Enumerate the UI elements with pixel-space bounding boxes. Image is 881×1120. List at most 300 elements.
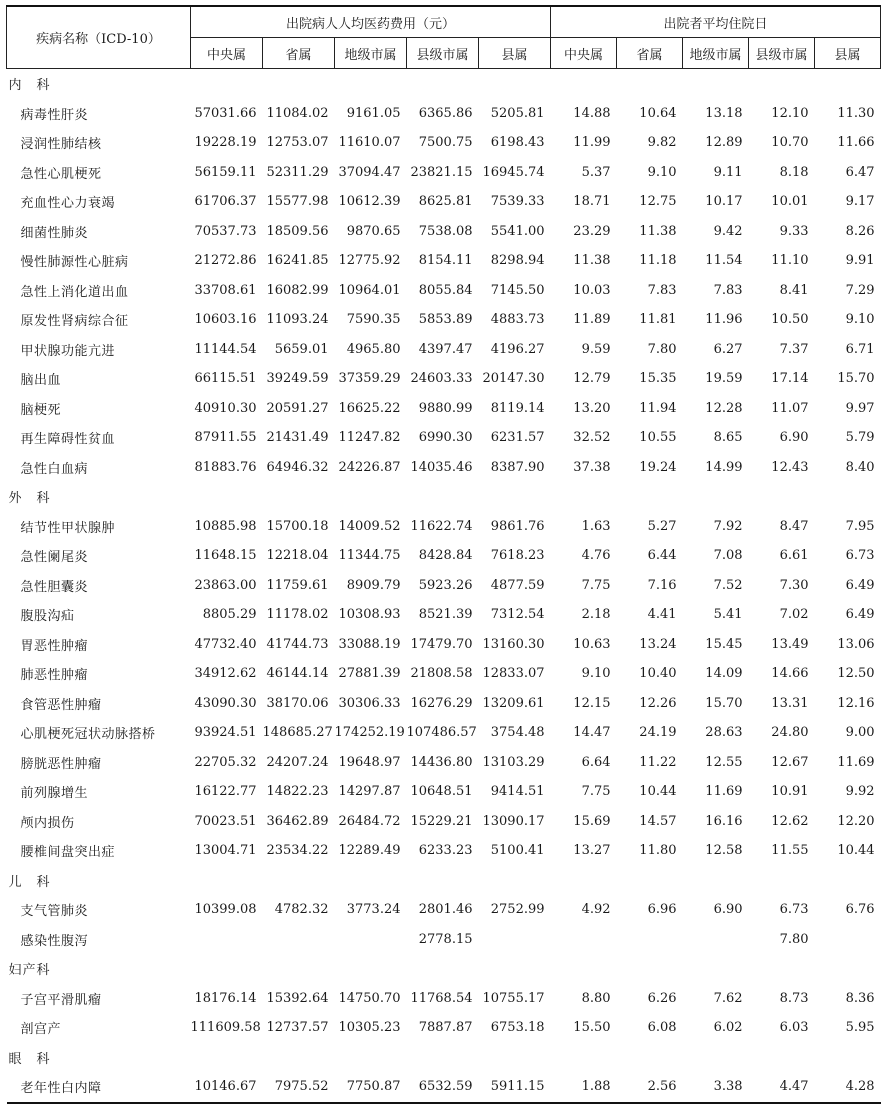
empty-cell — [263, 954, 335, 984]
empty-cell — [551, 954, 617, 984]
header-cost-prefecture: 地级市属 — [335, 38, 407, 69]
cost-cell: 81883.76 — [194, 459, 257, 475]
days-cell — [617, 925, 683, 955]
days-cell: 13.24 — [639, 636, 677, 652]
days-cell: 7.08 — [713, 548, 743, 564]
disease-name: 原发性肾病综合征 — [20, 314, 129, 330]
cost-cell: 34912.62 — [194, 666, 257, 682]
empty-cell — [191, 482, 263, 512]
days-cell: 6.76 — [845, 902, 875, 918]
days-cell: 12.20 — [837, 813, 875, 829]
cost-cell: 27881.39 — [338, 666, 401, 682]
cost-cell: 7312.54 — [490, 607, 545, 623]
days-cell: 9.10 — [581, 666, 611, 682]
days-cell: 17.14 — [771, 371, 809, 387]
disease-name: 甲状腺功能亢进 — [20, 343, 116, 359]
header-cost-province: 省属 — [263, 38, 335, 69]
empty-cell — [683, 954, 749, 984]
cost-cell: 11768.54 — [410, 990, 473, 1006]
days-cell: 11.54 — [705, 253, 743, 269]
cost-cell — [263, 925, 335, 955]
header-days-county-city: 县级市属 — [749, 38, 815, 69]
empty-cell — [815, 866, 881, 896]
table-row — [7, 1013, 881, 1043]
cost-cell: 8055.84 — [418, 282, 473, 298]
days-cell: 5.41 — [713, 607, 743, 623]
empty-cell — [683, 482, 749, 512]
days-cell: 10.64 — [639, 105, 677, 121]
table-row — [7, 305, 881, 335]
cost-cell: 11084.02 — [266, 105, 329, 121]
days-cell: 10.40 — [639, 666, 677, 682]
empty-cell — [407, 69, 479, 99]
days-cell: 11.38 — [639, 223, 677, 239]
days-cell: 7.16 — [647, 577, 677, 593]
table-row — [7, 659, 881, 689]
cost-cell: 8521.39 — [418, 607, 473, 623]
table-body — [7, 69, 881, 1103]
disease-name: 食管恶性肿瘤 — [20, 697, 102, 713]
empty-cell — [335, 954, 407, 984]
cost-cell: 30306.33 — [338, 695, 401, 711]
days-cell: 7.80 — [647, 341, 677, 357]
empty-cell — [479, 866, 551, 896]
days-cell: 6.03 — [779, 1020, 809, 1036]
empty-cell — [815, 482, 881, 512]
cost-cell: 148685.27 — [262, 725, 333, 741]
cost-cell: 8119.14 — [490, 400, 545, 416]
days-cell: 10.44 — [639, 784, 677, 800]
cost-cell: 3754.48 — [490, 725, 545, 741]
cost-cell: 37094.47 — [338, 164, 401, 180]
table-row — [7, 1072, 881, 1103]
header-days-central: 中央属 — [551, 38, 617, 69]
days-cell: 13.18 — [705, 105, 743, 121]
days-cell: 12.50 — [837, 666, 875, 682]
disease-name: 前列腺增生 — [20, 786, 89, 802]
cost-cell: 17479.70 — [410, 636, 473, 652]
cost-cell: 10305.23 — [338, 1020, 401, 1036]
days-cell: 7.62 — [713, 990, 743, 1006]
days-cell: 12.89 — [705, 135, 743, 151]
days-cell: 15.69 — [573, 813, 611, 829]
days-cell: 11.66 — [837, 135, 875, 151]
table-header — [7, 6, 881, 69]
days-cell: 15.50 — [573, 1020, 611, 1036]
cost-cell: 64946.32 — [266, 459, 329, 475]
empty-cell — [683, 866, 749, 896]
cost-cell: 5541.00 — [490, 223, 545, 239]
disease-name: 胃恶性肿瘤 — [20, 638, 89, 654]
days-cell: 13.20 — [573, 400, 611, 416]
cost-cell: 16625.22 — [338, 400, 401, 416]
days-cell: 4.28 — [815, 1072, 881, 1103]
empty-cell — [683, 1043, 749, 1073]
days-cell: 11.80 — [639, 843, 677, 859]
days-cell: 11.18 — [639, 253, 677, 269]
disease-name: 急性上消化道出血 — [20, 284, 129, 300]
days-cell: 6.71 — [845, 341, 875, 357]
cost-cell: 24226.87 — [338, 459, 401, 475]
cost-cell: 13209.61 — [482, 695, 545, 711]
days-cell: 11.07 — [771, 400, 809, 416]
cost-cell: 4782.32 — [274, 902, 329, 918]
disease-name: 结节性甲状腺肿 — [20, 520, 116, 536]
days-cell: 12.75 — [639, 194, 677, 210]
days-cell: 8.73 — [779, 990, 809, 1006]
table-row — [7, 453, 881, 483]
cost-cell: 14035.46 — [410, 459, 473, 475]
cost-cell: 87911.55 — [194, 430, 257, 446]
cost-cell: 33708.61 — [194, 282, 257, 298]
disease-name: 脑梗死 — [20, 402, 62, 418]
empty-cell — [749, 1043, 815, 1073]
cost-cell: 111609.58 — [190, 1020, 261, 1036]
days-cell: 7.30 — [779, 577, 809, 593]
cost-cell: 10603.16 — [194, 312, 257, 328]
cost-cell: 10612.39 — [338, 194, 401, 210]
empty-cell — [479, 482, 551, 512]
table-row — [7, 217, 881, 247]
cost-cell: 10755.17 — [482, 990, 545, 1006]
days-cell: 10.01 — [771, 194, 809, 210]
header-cost-county-city: 县级市属 — [407, 38, 479, 69]
cost-cell — [479, 925, 551, 955]
disease-name: 再生障碍性贫血 — [20, 432, 116, 448]
cost-cell: 4877.59 — [490, 577, 545, 593]
table-row — [7, 128, 881, 158]
days-cell: 7.80 — [779, 931, 809, 947]
days-cell: 4.92 — [581, 902, 611, 918]
cost-cell: 36462.89 — [266, 813, 329, 829]
cost-cell: 5853.89 — [418, 312, 473, 328]
cost-cell: 7538.08 — [418, 223, 473, 239]
cost-cell: 6753.18 — [490, 1020, 545, 1036]
cost-cell: 47732.40 — [194, 636, 257, 652]
cost-cell: 7750.87 — [335, 1072, 407, 1103]
days-cell: 6.73 — [845, 548, 875, 564]
days-cell: 7.02 — [779, 607, 809, 623]
days-cell: 9.11 — [713, 164, 743, 180]
disease-name: 慢性肺源性心脏病 — [20, 255, 129, 271]
header-cost-group: 出院病人人均医药费用（元） — [191, 6, 551, 38]
table-row — [7, 895, 881, 925]
cost-cell: 11610.07 — [338, 135, 401, 151]
days-cell: 12.55 — [705, 754, 743, 770]
days-cell: 2.56 — [617, 1072, 683, 1103]
empty-cell — [335, 69, 407, 99]
days-cell: 8.36 — [845, 990, 875, 1006]
days-cell: 14.57 — [639, 813, 677, 829]
cost-cell: 174252.19 — [334, 725, 405, 741]
cost-cell: 37359.29 — [338, 371, 401, 387]
table-row — [7, 777, 881, 807]
table-row — [7, 512, 881, 542]
disease-name: 支气管肺炎 — [20, 904, 89, 920]
days-cell: 4.47 — [749, 1072, 815, 1103]
days-cell: 7.83 — [647, 282, 677, 298]
cost-cell: 21431.49 — [266, 430, 329, 446]
cost-cell: 11178.02 — [266, 607, 329, 623]
empty-cell — [191, 954, 263, 984]
cost-cell: 13090.17 — [482, 813, 545, 829]
table-row — [7, 836, 881, 866]
days-cell: 11.81 — [639, 312, 677, 328]
cost-cell: 12753.07 — [266, 135, 329, 151]
cost-cell: 6231.57 — [490, 430, 545, 446]
days-cell: 10.03 — [573, 282, 611, 298]
days-cell: 9.91 — [845, 253, 875, 269]
cost-cell: 13004.71 — [194, 843, 257, 859]
cost-cell: 21808.58 — [410, 666, 473, 682]
section-title: 眼 科 — [8, 1051, 51, 1067]
cost-cell: 11344.75 — [338, 548, 401, 564]
days-cell: 3.38 — [683, 1072, 749, 1103]
empty-cell — [191, 69, 263, 99]
cost-cell: 12737.57 — [266, 1020, 329, 1036]
section-row — [7, 69, 881, 99]
days-cell: 11.69 — [837, 754, 875, 770]
cost-cell: 16945.74 — [482, 164, 545, 180]
empty-cell — [407, 866, 479, 896]
table-row — [7, 748, 881, 778]
cost-cell: 13160.30 — [482, 636, 545, 652]
days-cell: 12.62 — [771, 813, 809, 829]
days-cell: 2.18 — [581, 607, 611, 623]
cost-cell: 56159.11 — [194, 164, 257, 180]
days-cell — [551, 925, 617, 955]
cost-cell: 52311.29 — [266, 164, 329, 180]
section-row — [7, 866, 881, 896]
days-cell: 7.83 — [713, 282, 743, 298]
cost-cell: 9870.65 — [346, 223, 401, 239]
disease-name: 浸润性肺结核 — [20, 137, 102, 153]
days-cell: 8.18 — [779, 164, 809, 180]
empty-cell — [263, 482, 335, 512]
cost-cell: 66115.51 — [194, 371, 257, 387]
cost-cell: 10399.08 — [194, 902, 257, 918]
cost-cell: 13103.29 — [482, 754, 545, 770]
table-row — [7, 630, 881, 660]
disease-name: 腰椎间盘突出症 — [20, 845, 116, 861]
table-row — [7, 99, 881, 129]
cost-cell: 8625.81 — [418, 194, 473, 210]
table-row — [7, 984, 881, 1014]
section-title: 内 科 — [8, 78, 51, 94]
days-cell: 7.75 — [581, 784, 611, 800]
cost-cell: 15392.64 — [266, 990, 329, 1006]
days-cell: 6.96 — [647, 902, 677, 918]
empty-cell — [815, 1043, 881, 1073]
days-cell: 5.95 — [845, 1020, 875, 1036]
cost-cell: 16122.77 — [194, 784, 257, 800]
empty-cell — [263, 1043, 335, 1073]
days-cell: 6.64 — [581, 754, 611, 770]
cost-cell: 2801.46 — [418, 902, 473, 918]
cost-cell: 14297.87 — [338, 784, 401, 800]
cost-cell: 23534.22 — [266, 843, 329, 859]
section-row — [7, 1043, 881, 1073]
table-row — [7, 600, 881, 630]
disease-name: 脑出血 — [20, 373, 62, 389]
days-cell: 11.38 — [573, 253, 611, 269]
empty-cell — [617, 69, 683, 99]
cost-cell: 16276.29 — [410, 695, 473, 711]
cost-cell: 15229.21 — [410, 813, 473, 829]
days-cell: 4.76 — [581, 548, 611, 564]
days-cell: 7.37 — [779, 341, 809, 357]
cost-cell: 7539.33 — [490, 194, 545, 210]
section-title: 儿 科 — [8, 874, 51, 890]
days-cell: 9.92 — [845, 784, 875, 800]
empty-cell — [335, 482, 407, 512]
cost-cell: 24603.33 — [410, 371, 473, 387]
cost-cell: 24207.24 — [266, 754, 329, 770]
days-cell: 6.49 — [845, 577, 875, 593]
cost-cell: 20591.27 — [266, 400, 329, 416]
cost-cell: 8298.94 — [490, 253, 545, 269]
days-cell: 8.40 — [845, 459, 875, 475]
cost-cell: 2778.15 — [418, 931, 473, 947]
empty-cell — [749, 482, 815, 512]
empty-cell — [335, 866, 407, 896]
disease-name: 心肌梗死冠状动脉搭桥 — [20, 727, 156, 743]
days-cell — [815, 925, 881, 955]
days-cell: 10.70 — [771, 135, 809, 151]
days-cell: 15.35 — [639, 371, 677, 387]
empty-cell — [551, 1043, 617, 1073]
section-title: 外 科 — [8, 491, 51, 507]
header-cost-county: 县属 — [479, 38, 551, 69]
days-cell: 10.91 — [771, 784, 809, 800]
cost-cell: 11759.61 — [266, 577, 329, 593]
days-cell: 6.90 — [713, 902, 743, 918]
cost-cell: 14750.70 — [338, 990, 401, 1006]
cost-cell: 15577.98 — [266, 194, 329, 210]
header-disease-name: 疾病名称（ICD-10） — [7, 6, 191, 69]
days-cell: 19.59 — [705, 371, 743, 387]
cost-cell: 6532.59 — [407, 1072, 479, 1103]
empty-cell — [551, 866, 617, 896]
days-cell: 12.10 — [771, 105, 809, 121]
cost-cell: 6365.86 — [418, 105, 473, 121]
empty-cell — [617, 482, 683, 512]
days-cell: 9.82 — [647, 135, 677, 151]
days-cell: 6.08 — [647, 1020, 677, 1036]
table-row — [7, 689, 881, 719]
days-cell: 24.80 — [771, 725, 809, 741]
cost-cell: 2752.99 — [490, 902, 545, 918]
cost-cell: 16082.99 — [266, 282, 329, 298]
cost-cell: 43090.30 — [194, 695, 257, 711]
days-cell: 13.49 — [771, 636, 809, 652]
table-row — [7, 335, 881, 365]
days-cell: 8.41 — [779, 282, 809, 298]
cost-cell: 21272.86 — [194, 253, 257, 269]
header-days-province: 省属 — [617, 38, 683, 69]
cost-cell: 9861.76 — [490, 518, 545, 534]
days-cell: 6.61 — [779, 548, 809, 564]
cost-cell: 40910.30 — [194, 400, 257, 416]
cost-cell: 26484.72 — [338, 813, 401, 829]
cost-cell: 5100.41 — [490, 843, 545, 859]
cost-cell: 7145.50 — [490, 282, 545, 298]
empty-cell — [749, 866, 815, 896]
disease-name: 膀胱恶性肿瘤 — [20, 756, 102, 772]
cost-cell: 11144.54 — [194, 341, 257, 357]
empty-cell — [815, 954, 881, 984]
table-row — [7, 718, 881, 748]
header-days-prefecture: 地级市属 — [683, 38, 749, 69]
days-cell: 6.73 — [779, 902, 809, 918]
days-cell: 13.06 — [837, 636, 875, 652]
empty-cell — [749, 954, 815, 984]
cost-cell: 19648.97 — [338, 754, 401, 770]
days-cell: 8.47 — [779, 518, 809, 534]
days-cell: 10.63 — [573, 636, 611, 652]
disease-name: 剖宫产 — [20, 1022, 62, 1038]
cost-cell: 10308.93 — [338, 607, 401, 623]
cost-cell: 10885.98 — [194, 518, 257, 534]
days-cell: 13.27 — [573, 843, 611, 859]
days-cell: 8.65 — [713, 430, 743, 446]
days-cell: 4.41 — [647, 607, 677, 623]
cost-cell: 12218.04 — [266, 548, 329, 564]
table-row — [7, 158, 881, 188]
cost-cell: 7590.35 — [346, 312, 401, 328]
cost-cell: 39249.59 — [266, 371, 329, 387]
cost-cell: 6198.43 — [490, 135, 545, 151]
days-cell: 12.15 — [573, 695, 611, 711]
days-cell: 6.49 — [845, 607, 875, 623]
cost-cell: 9880.99 — [418, 400, 473, 416]
disease-name: 急性胆囊炎 — [20, 579, 89, 595]
empty-cell — [617, 954, 683, 984]
days-cell: 12.67 — [771, 754, 809, 770]
cost-cell: 14436.80 — [410, 754, 473, 770]
days-cell: 8.80 — [581, 990, 611, 1006]
table-row — [7, 364, 881, 394]
days-cell: 6.27 — [713, 341, 743, 357]
empty-cell — [815, 69, 881, 99]
days-cell: 9.33 — [779, 223, 809, 239]
cost-cell: 38170.06 — [266, 695, 329, 711]
days-cell: 15.45 — [705, 636, 743, 652]
days-cell: 12.79 — [573, 371, 611, 387]
cost-cell: 8387.90 — [490, 459, 545, 475]
cost-cell: 4883.73 — [490, 312, 545, 328]
cost-cell: 7887.87 — [418, 1020, 473, 1036]
days-cell: 10.17 — [705, 194, 743, 210]
days-cell: 6.47 — [845, 164, 875, 180]
days-cell: 6.26 — [647, 990, 677, 1006]
days-cell: 32.52 — [573, 430, 611, 446]
disease-name: 病毒性肝炎 — [20, 107, 89, 123]
cost-cell: 5911.15 — [479, 1072, 551, 1103]
days-cell: 5.37 — [581, 164, 611, 180]
table-row — [7, 925, 881, 955]
cost-cell: 11247.82 — [338, 430, 401, 446]
cost-cell: 7500.75 — [418, 135, 473, 151]
cost-cell: 8154.11 — [418, 253, 473, 269]
empty-cell — [479, 69, 551, 99]
empty-cell — [407, 1043, 479, 1073]
cost-cell: 14009.52 — [338, 518, 401, 534]
disease-name: 腹股沟疝 — [20, 609, 75, 625]
cost-cell: 23821.15 — [410, 164, 473, 180]
empty-cell — [479, 954, 551, 984]
empty-cell — [551, 482, 617, 512]
